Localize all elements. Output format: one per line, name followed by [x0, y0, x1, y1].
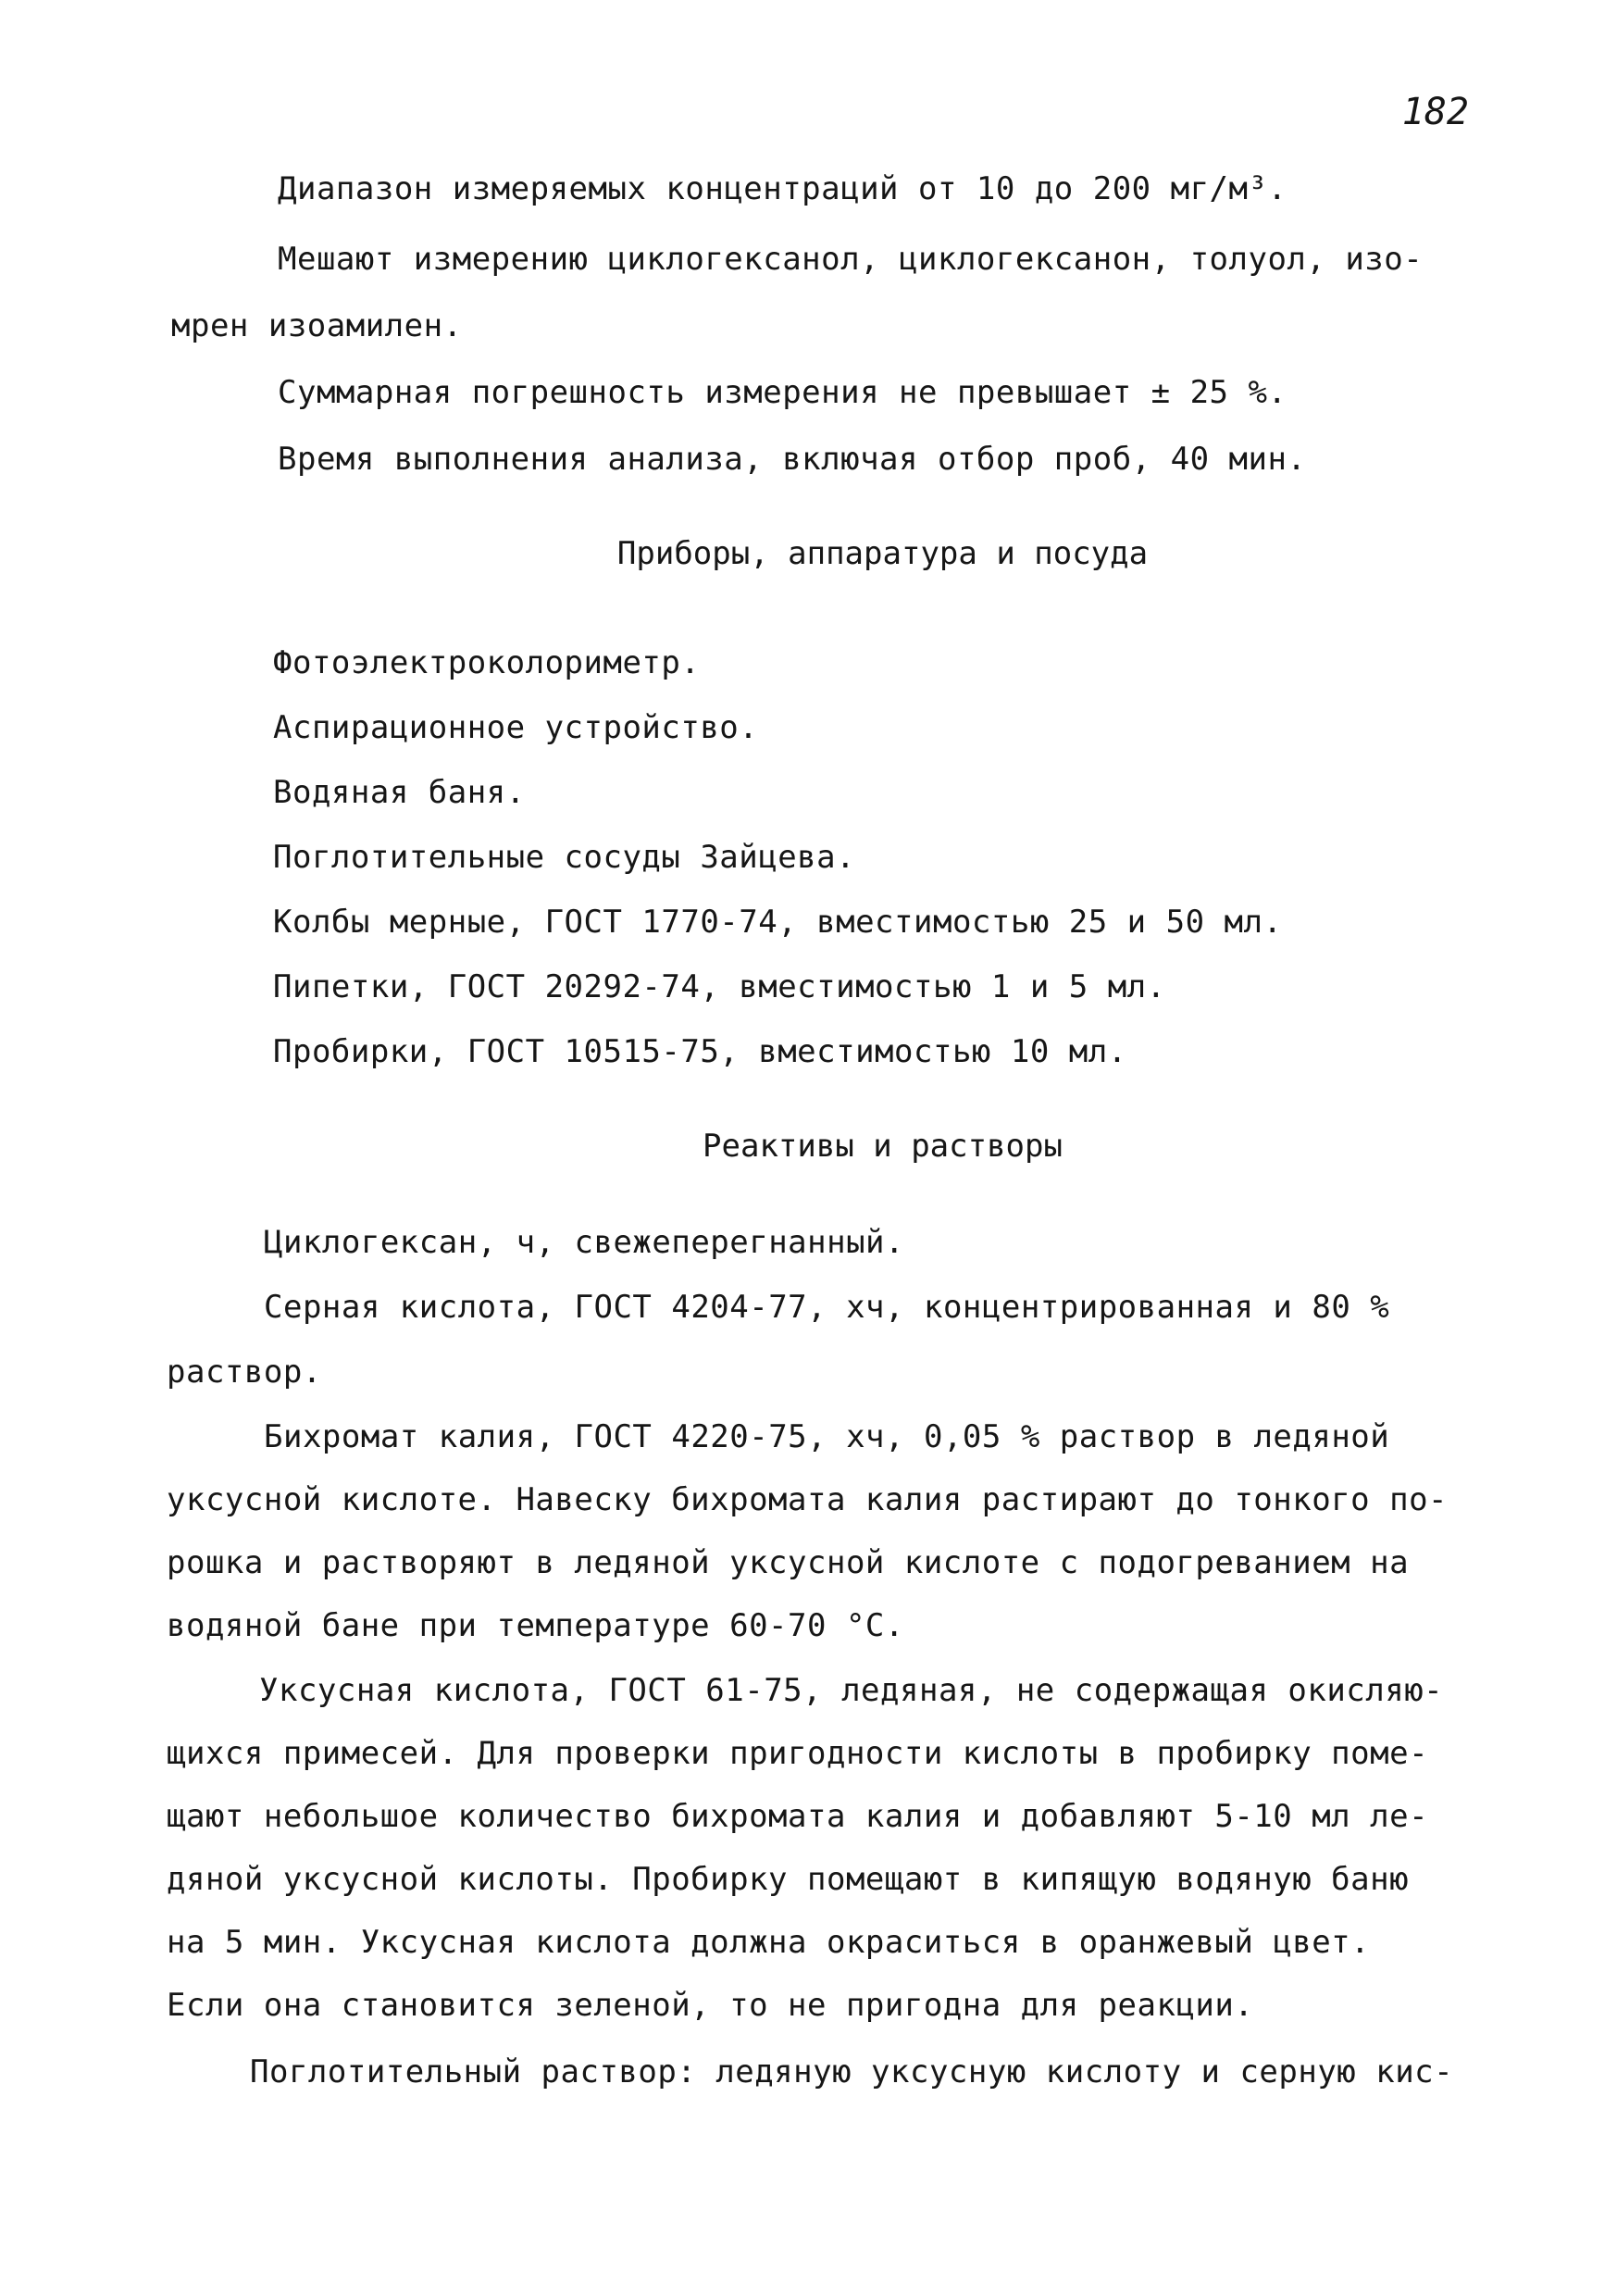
reagent-line: дяной уксусной кислоты. Пробирку помещают в кипящую водяную баню	[167, 1861, 1410, 1898]
reagent-line: щихся примесей. Для проверки пригодности кислоты в пробирку поме-	[167, 1735, 1429, 1772]
instrument-item: Пипетки, ГОСТ 20292-74, вместимостью 1 и 5 мл.	[273, 968, 1166, 1005]
section-heading-reagents: Реактивы и растворы	[703, 1128, 1063, 1165]
instrument-item: Аспирационное устройство.	[273, 709, 759, 746]
reagent-line: Серная кислота, ГОСТ 4204-77, хч, концентрированная и 80 %	[264, 1289, 1390, 1326]
reagent-line: на 5 мин. Уксусная кислота должна окраситься в оранжевый цвет.	[167, 1924, 1371, 1961]
instrument-item: Поглотительные сосуды Зайцева.	[273, 839, 856, 876]
instrument-item: Водяная баня.	[273, 774, 526, 811]
intro-line-error: Суммарная погрешность измерения не превышает ± 25 %.	[278, 374, 1287, 411]
reagent-line: Циклогексан, ч, свежеперегнанный.	[264, 1224, 905, 1261]
section-heading-instruments: Приборы, аппаратура и посуда	[616, 535, 1149, 572]
reagent-line: Если она становится зеленой, то не пригодна для реакции.	[167, 1987, 1254, 2024]
reagent-line: уксусной кислоте. Навеску бихромата калия растирают до тонкого по-	[167, 1481, 1449, 1518]
intro-line-interference-cont: мрен изоамилен.	[171, 307, 463, 344]
reagent-line: Бихромат калия, ГОСТ 4220-75, хч, 0,05 % раствор в ледяной	[264, 1418, 1390, 1455]
reagent-line: щают небольшое количество бихромата калия и добавляют 5-10 мл ле-	[167, 1798, 1429, 1835]
instrument-item: Пробирки, ГОСТ 10515-75, вместимостью 10 мл.	[273, 1033, 1127, 1070]
reagent-line: рошка и растворяют в ледяной уксусной кислоте с подогреванием на	[167, 1544, 1410, 1581]
intro-line-interference: Мешают измерению циклогексанол, циклогексанон, толуол, изо-	[278, 241, 1424, 278]
reagent-line: водяной бане при температуре 60-70 °С.	[167, 1607, 904, 1644]
reagent-line: Уксусная кислота, ГОСТ 61-75, ледяная, не содержащая окисляю-	[259, 1672, 1444, 1709]
instrument-item: Фотоэлектроколориметр.	[273, 644, 701, 681]
intro-line-range: Диапазон измеряемых концентраций от 10 до 200 мг/м³.	[278, 170, 1287, 207]
instrument-item: Колбы мерные, ГОСТ 1770-74, вместимостью 25 и 50 мл.	[273, 904, 1283, 941]
intro-line-time: Время выполнения анализа, включая отбор проб, 40 мин.	[278, 441, 1307, 478]
page-number: 182	[1401, 91, 1469, 133]
reagent-line: Поглотительный раствор: ледяную уксусную кислоту и серную кис-	[250, 2053, 1454, 2090]
reagent-line: раствор.	[167, 1354, 322, 1391]
